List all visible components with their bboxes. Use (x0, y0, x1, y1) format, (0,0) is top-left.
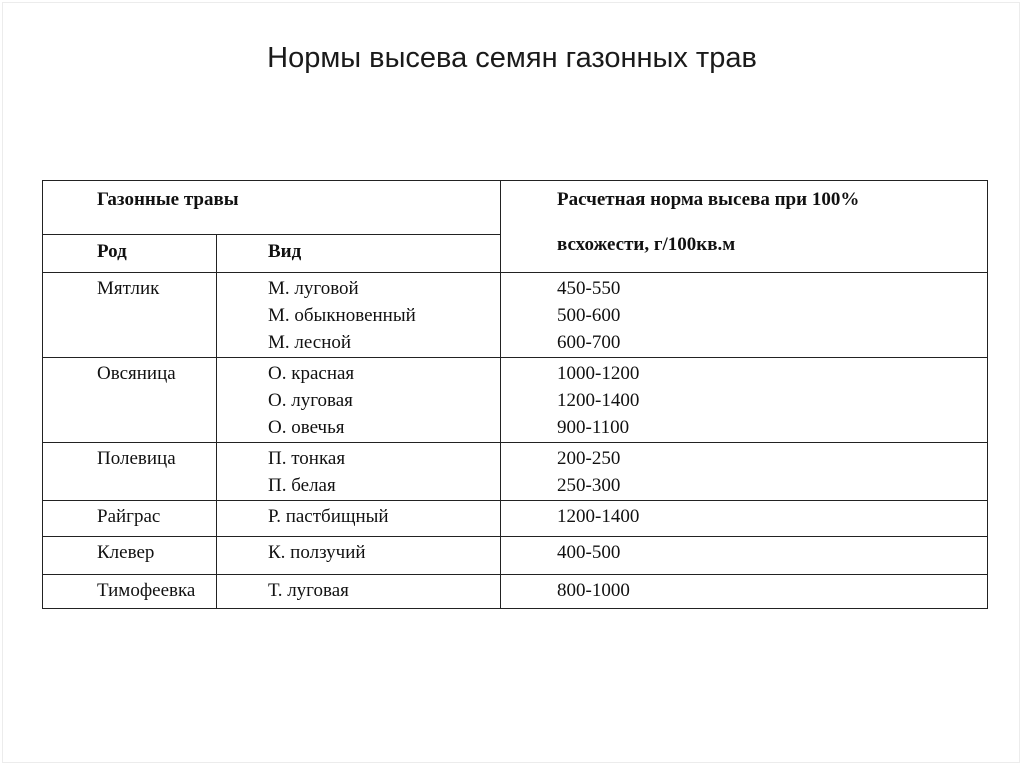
species-cell (217, 501, 501, 537)
species-label: П. белая (268, 475, 336, 496)
header-species-cell (217, 235, 501, 273)
norm-cell (501, 273, 988, 358)
norm-value: 1200-1400 (557, 506, 640, 527)
genus-cell (43, 358, 217, 443)
norm-value: 900-1100 (557, 417, 630, 438)
header-group-cell (43, 181, 501, 235)
norm-value: 600-700 (557, 332, 621, 353)
page-title: Нормы высева семян газонных трав (267, 42, 757, 74)
norm-value: 450-550 (557, 278, 621, 299)
genus-label: Полевица (97, 448, 176, 469)
table-row (43, 501, 988, 537)
table-header-row (43, 181, 988, 235)
species-cell (217, 537, 501, 575)
norm-value: 250-300 (557, 475, 621, 496)
norm-cell (501, 443, 988, 501)
norm-value: 1000-1200 (557, 363, 640, 384)
genus-cell (43, 273, 217, 358)
header-genus-cell (43, 235, 217, 273)
norm-cell (501, 358, 988, 443)
table-row (43, 358, 988, 443)
header-genus-label: Род (97, 241, 127, 262)
species-label: М. обыкновенный (268, 305, 416, 326)
table-row (43, 443, 988, 501)
genus-label: Клевер (97, 542, 155, 563)
norm-cell (501, 501, 988, 537)
genus-cell (43, 443, 217, 501)
header-norm-line2: всхожести, г/100кв.м (557, 234, 736, 255)
genus-cell (43, 575, 217, 609)
species-label: К. ползучий (268, 542, 366, 563)
table-row (43, 575, 988, 609)
genus-label: Мятлик (97, 278, 160, 299)
species-label: М. лесной (268, 332, 352, 353)
genus-label: Овсяница (97, 363, 176, 384)
table-row (43, 537, 988, 575)
species-cell (217, 575, 501, 609)
norm-value: 200-250 (557, 448, 621, 469)
species-label: П. тонкая (268, 448, 346, 469)
species-label: О. луговая (268, 390, 353, 411)
header-species-label: Вид (268, 241, 302, 262)
header-norm-line1: Расчетная норма высева при 100% (557, 189, 860, 210)
species-label: Т. луговая (268, 580, 349, 601)
norm-value: 400-500 (557, 542, 621, 563)
norm-cell (501, 537, 988, 575)
species-label: Р. пастбищный (268, 506, 389, 527)
seed-rate-table (42, 180, 988, 609)
header-group-label: Газонные травы (97, 189, 239, 210)
norm-value: 500-600 (557, 305, 621, 326)
species-label: М. луговой (268, 278, 359, 299)
species-cell (217, 443, 501, 501)
genus-label: Райграс (97, 506, 161, 527)
genus-cell (43, 501, 217, 537)
norm-value: 1200-1400 (557, 390, 640, 411)
species-cell (217, 358, 501, 443)
species-label: О. овечья (268, 417, 345, 438)
norm-value: 800-1000 (557, 580, 630, 601)
species-cell (217, 273, 501, 358)
species-label: О. красная (268, 363, 355, 384)
genus-cell (43, 537, 217, 575)
norm-cell (501, 575, 988, 609)
table-row (43, 273, 988, 358)
header-norm-cell (501, 181, 988, 273)
genus-label: Тимофеевка (97, 580, 196, 601)
